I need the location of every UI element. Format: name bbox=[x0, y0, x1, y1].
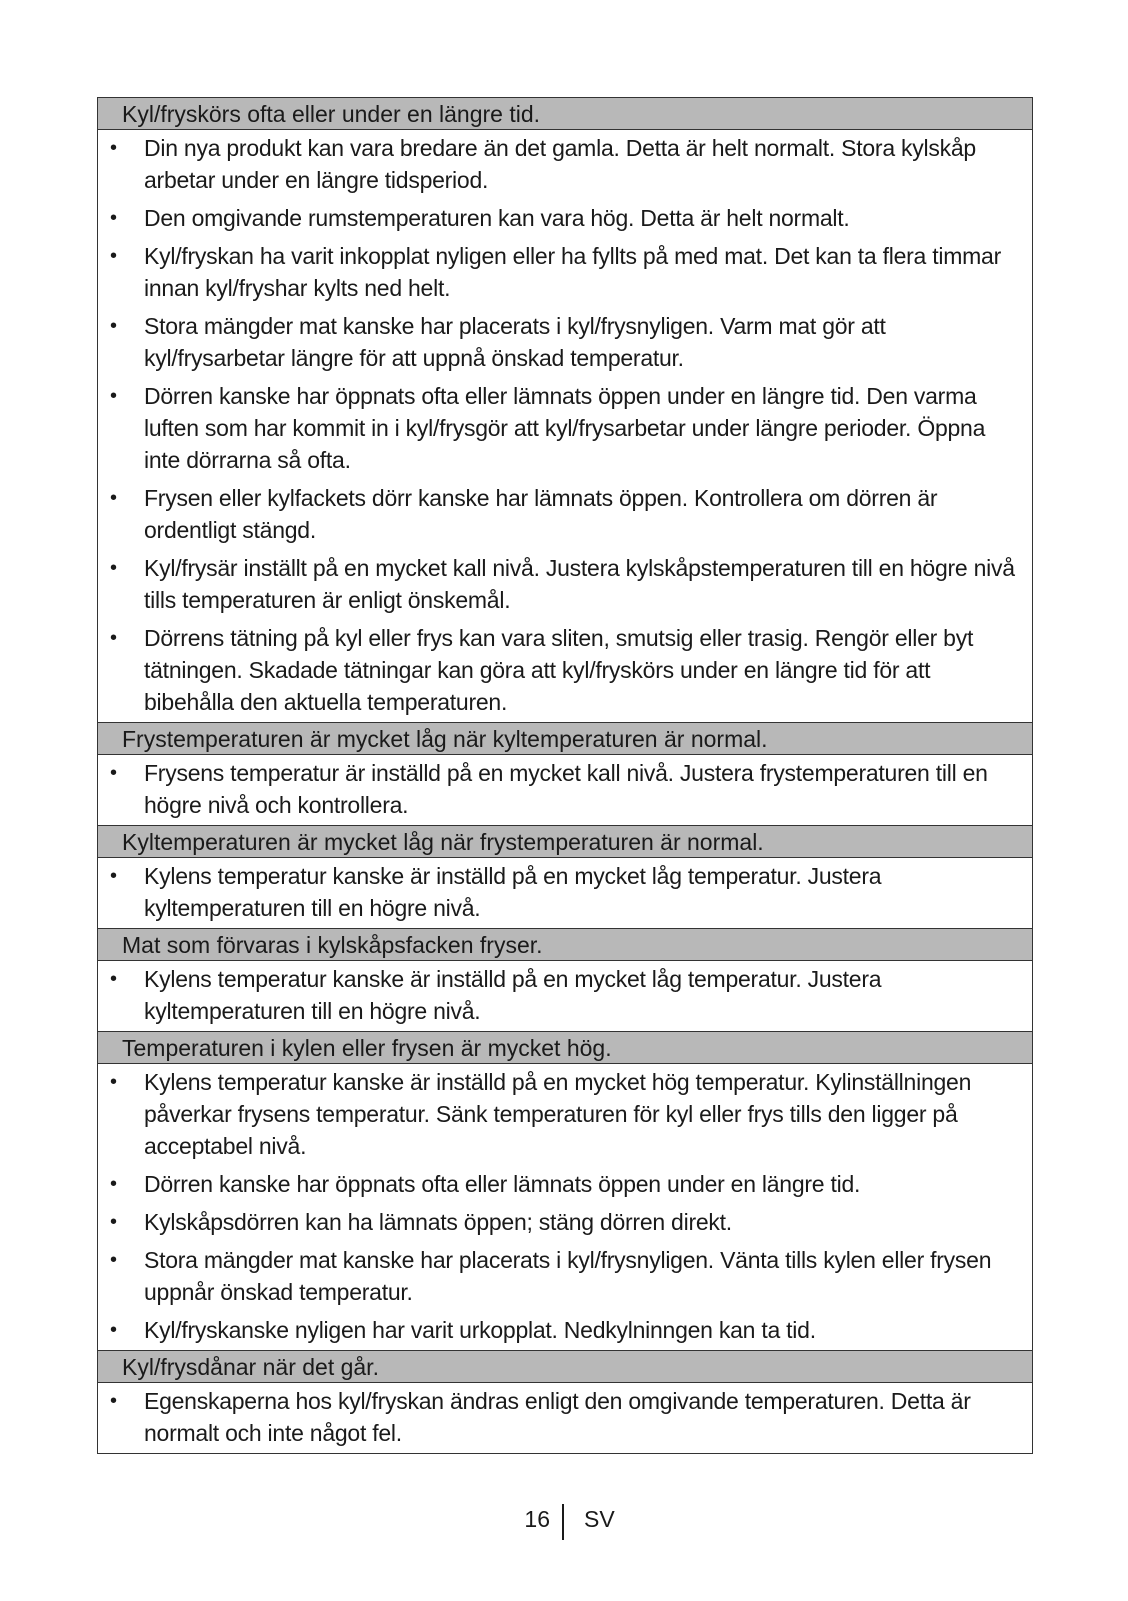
list-item bbox=[98, 1385, 1032, 1449]
problem-heading: Kyl/fryskörs ofta eller under en längre tid. bbox=[98, 98, 1032, 130]
solution-text: Kyl/fryskanske nyligen har varit urkopplat. Nedkylninngen kan ta tid. bbox=[144, 1317, 816, 1343]
bullet-icon: • bbox=[110, 1211, 117, 1233]
bullet-icon: • bbox=[110, 137, 117, 159]
problem-section bbox=[98, 722, 1032, 825]
solution-text: Frysens temperatur är inställd på en mycket kall nivå. Justera frystemperaturen till en högre nivå och kontrollera. bbox=[144, 760, 988, 818]
solution-text: Din nya produkt kan vara bredare än det gamla. Detta är helt normalt. Stora kylskåp arbetar under en längre tidsperiod. bbox=[144, 135, 976, 193]
language-code: SV bbox=[584, 1506, 615, 1532]
problem-section bbox=[98, 928, 1032, 1031]
solution-list bbox=[98, 1383, 1032, 1453]
list-item bbox=[98, 1168, 1032, 1200]
solution-text: Kylskåpsdörren kan ha lämnats öppen; stäng dörren direkt. bbox=[144, 1209, 732, 1235]
list-item bbox=[98, 757, 1032, 821]
list-item bbox=[98, 1244, 1032, 1308]
list-item bbox=[98, 552, 1032, 616]
solution-text: Frysen eller kylfackets dörr kanske har lämnats öppen. Kontrollera om dörren är ordentligt stängd. bbox=[144, 485, 938, 543]
bullet-icon: • bbox=[110, 385, 117, 407]
page-number: 16 bbox=[524, 1506, 550, 1532]
solution-list bbox=[98, 130, 1032, 722]
solution-text: Kyl/frysär inställt på en mycket kall nivå. Justera kylskåpstemperaturen till en högre nivå tills temperaturen är enligt önskemål. bbox=[144, 555, 1015, 613]
bullet-icon: • bbox=[110, 1390, 117, 1412]
troubleshooting-table bbox=[97, 97, 1033, 1454]
bullet-icon: • bbox=[110, 245, 117, 267]
list-item bbox=[98, 1206, 1032, 1238]
bullet-icon: • bbox=[110, 557, 117, 579]
bullet-icon: • bbox=[110, 1319, 117, 1341]
solution-text: Dörrens tätning på kyl eller frys kan vara sliten, smutsig eller trasig. Rengör eller byt tätningen. Skadade tätningar kan göra att kyl/fryskörs under en längre tid för att bibehålla den aktuella temperaturen. bbox=[144, 625, 974, 715]
solution-list bbox=[98, 858, 1032, 928]
problem-section bbox=[98, 1031, 1032, 1350]
bullet-icon: • bbox=[110, 1249, 117, 1271]
bullet-icon: • bbox=[110, 315, 117, 337]
solution-text: Dörren kanske har öppnats ofta eller lämnats öppen under en längre tid. Den varma luften som har kommit in i kyl/frysgör att kyl/frysarbetar under längre perioder. Öppna inte dörrarna så ofta. bbox=[144, 383, 986, 473]
list-item bbox=[98, 1066, 1032, 1162]
list-item bbox=[98, 132, 1032, 196]
solution-text: Den omgivande rumstemperaturen kan vara hög. Detta är helt normalt. bbox=[144, 205, 850, 231]
problem-heading: Frystemperaturen är mycket låg när kyltemperaturen är normal. bbox=[98, 722, 1032, 755]
solution-text: Egenskaperna hos kyl/fryskan ändras enligt den omgivande temperaturen. Detta är normalt och inte något fel. bbox=[144, 1388, 971, 1446]
list-item bbox=[98, 622, 1032, 718]
solution-text: Stora mängder mat kanske har placerats i kyl/frysnyligen. Vänta tills kylen eller frysen uppnår önskad temperatur. bbox=[144, 1247, 992, 1305]
list-item bbox=[98, 202, 1032, 234]
page-footer bbox=[0, 1502, 1128, 1542]
solution-text: Dörren kanske har öppnats ofta eller lämnats öppen under en längre tid. bbox=[144, 1171, 861, 1197]
list-item bbox=[98, 240, 1032, 304]
problem-heading: Mat som förvaras i kylskåpsfacken fryser. bbox=[98, 928, 1032, 961]
problem-section bbox=[98, 1350, 1032, 1453]
list-item bbox=[98, 1314, 1032, 1346]
problem-heading: Kyl/frysdånar när det går. bbox=[98, 1350, 1032, 1383]
solution-text: Kylens temperatur kanske är inställd på en mycket låg temperatur. Justera kyltemperaturen till en högre nivå. bbox=[144, 863, 882, 921]
bullet-icon: • bbox=[110, 487, 117, 509]
solution-list bbox=[98, 755, 1032, 825]
solution-text: Kylens temperatur kanske är inställd på en mycket låg temperatur. Justera kyltemperaturen till en högre nivå. bbox=[144, 966, 882, 1024]
solution-text: Stora mängder mat kanske har placerats i kyl/frysnyligen. Varm mat gör att kyl/frysarbetar längre för att uppnå önskad temperatur. bbox=[144, 313, 886, 371]
solution-list bbox=[98, 1064, 1032, 1350]
problem-heading: Temperaturen i kylen eller frysen är mycket hög. bbox=[98, 1031, 1032, 1064]
list-item bbox=[98, 963, 1032, 1027]
bullet-icon: • bbox=[110, 627, 117, 649]
problem-heading: Kyltemperaturen är mycket låg när frystemperaturen är normal. bbox=[98, 825, 1032, 858]
list-item bbox=[98, 482, 1032, 546]
solution-text: Kylens temperatur kanske är inställd på en mycket hög temperatur. Kylinställningen påverkar frysens temperatur. Sänk temperaturen för kyl eller frys tills den ligger på acceptabel nivå. bbox=[144, 1069, 972, 1159]
bullet-icon: • bbox=[110, 762, 117, 784]
footer-divider bbox=[562, 1504, 564, 1540]
bullet-icon: • bbox=[110, 207, 117, 229]
bullet-icon: • bbox=[110, 865, 117, 887]
list-item bbox=[98, 860, 1032, 924]
solution-list bbox=[98, 961, 1032, 1031]
list-item bbox=[98, 380, 1032, 476]
bullet-icon: • bbox=[110, 1173, 117, 1195]
problem-section bbox=[98, 98, 1032, 722]
bullet-icon: • bbox=[110, 1071, 117, 1093]
solution-text: Kyl/fryskan ha varit inkopplat nyligen eller ha fyllts på med mat. Det kan ta flera timmar innan kyl/fryshar kylts ned helt. bbox=[144, 243, 1001, 301]
list-item bbox=[98, 310, 1032, 374]
problem-section bbox=[98, 825, 1032, 928]
bullet-icon: • bbox=[110, 968, 117, 990]
